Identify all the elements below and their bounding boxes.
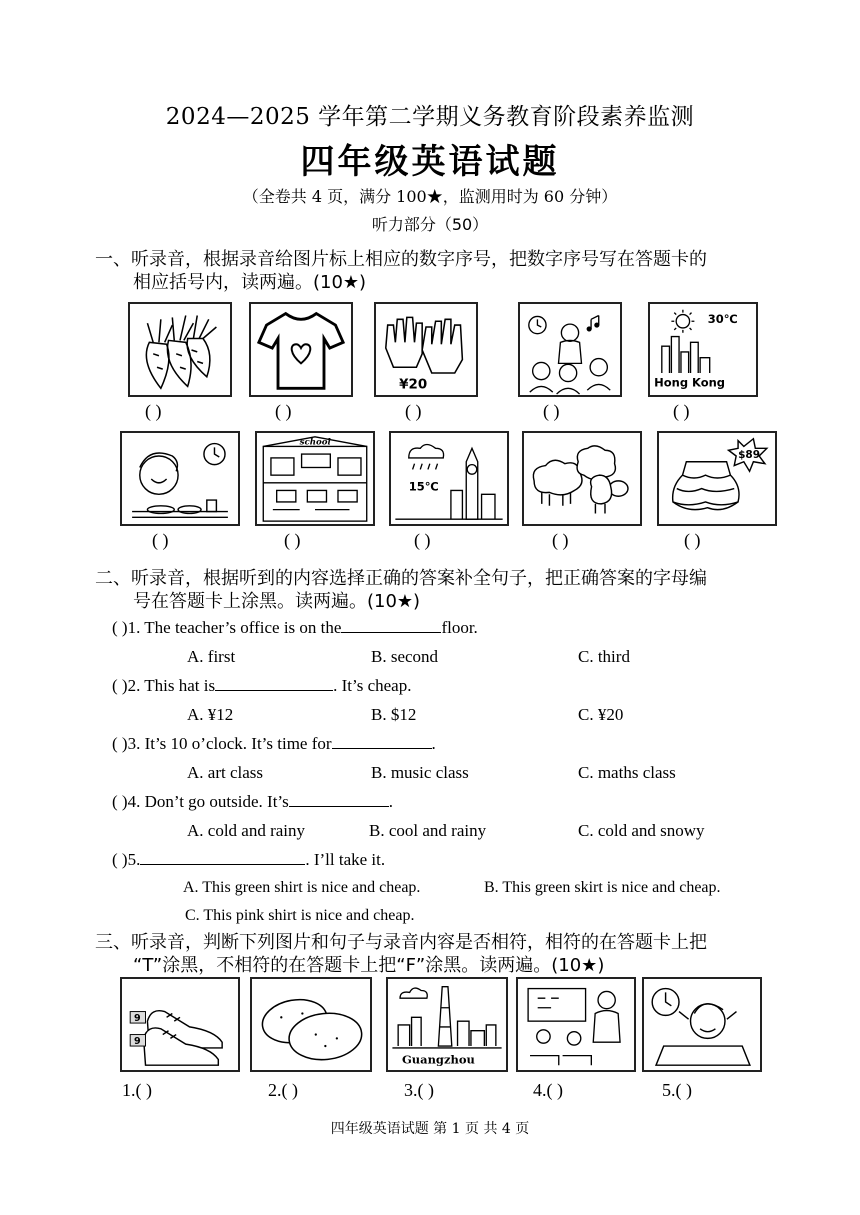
question-5-text: 5. xyxy=(127,850,141,869)
guangzhou-label: Guangzhou xyxy=(401,1052,475,1067)
classroom-picture xyxy=(516,977,636,1072)
potatoes-picture xyxy=(250,977,372,1072)
answer-bracket[interactable]: ( ) xyxy=(112,792,128,811)
answer-bracket[interactable]: ( ) xyxy=(405,401,422,421)
answer-bracket[interactable]: ( ) xyxy=(112,850,128,869)
question-1-end: floor. xyxy=(441,618,478,637)
question-2 xyxy=(112,676,411,696)
question-4 xyxy=(112,792,393,812)
part3-line2: “T”涂黑，不相符的在答题卡上把“F”涂黑。读两遍。(10★) xyxy=(133,955,605,976)
option-b: B. cool and rainy xyxy=(369,821,487,840)
question-1-blank xyxy=(341,618,441,633)
option-a: A. cold and rainy xyxy=(187,821,306,840)
school-picture xyxy=(255,431,375,526)
question-5-end: . I’ll take it. xyxy=(305,850,386,869)
part1-line1: 一、听录音，根据录音给图片标上相应的数字序号，把数字序号写在答题卡的 xyxy=(95,249,707,270)
judge-answer-5[interactable]: 5.( ) xyxy=(662,1080,692,1100)
tshirt-picture xyxy=(249,302,353,397)
answer-bracket[interactable]: ( ) xyxy=(275,401,292,421)
wake-up-picture xyxy=(642,977,762,1072)
option-b: B. $12 xyxy=(371,705,417,724)
judge-answer-3[interactable]: 3.( ) xyxy=(404,1080,434,1100)
question-4-end: . xyxy=(388,792,394,811)
part2-instructions xyxy=(95,567,785,613)
question-5 xyxy=(112,850,385,870)
school-label: school xyxy=(299,437,331,448)
answer-bracket[interactable]: ( ) xyxy=(112,734,128,753)
breakfast-picture xyxy=(120,431,240,526)
option-a: A. ¥12 xyxy=(187,705,234,724)
question-4-text: 4. Don’t go outside. It’s xyxy=(127,792,289,811)
hongkong-weather-picture xyxy=(648,302,758,397)
option-c: C. cold and snowy xyxy=(578,821,705,840)
question-3 xyxy=(112,734,436,754)
sheep-picture xyxy=(522,431,642,526)
question-3-text: 3. It’s 10 o’clock. It’s time for xyxy=(127,734,332,753)
question-2-end: . It’s cheap. xyxy=(333,676,412,695)
question-2-text: 2. This hat is xyxy=(127,676,216,695)
page-footer: 四年级英语试题 第 1 页 共 4 页 xyxy=(330,1121,530,1137)
shoe-size-label: 9 xyxy=(134,1013,141,1025)
answer-bracket[interactable]: ( ) xyxy=(152,530,169,550)
answer-bracket[interactable]: ( ) xyxy=(112,676,128,695)
exam-header-line: 2024—2025 学年第二学期义务教育阶段素养监测 xyxy=(165,104,695,130)
question-4-blank xyxy=(289,792,389,807)
question-1 xyxy=(112,618,478,638)
answer-bracket[interactable]: ( ) xyxy=(673,401,690,421)
shoes-picture xyxy=(120,977,240,1072)
shoe-size-label: 9 xyxy=(134,1036,141,1048)
option-c: C. third xyxy=(578,647,630,666)
part3-line1: 三、听录音，判断下列图片和句子与录音内容是否相符，相符的在答题卡上把 xyxy=(95,932,707,953)
exam-title: 四年级英语试题 xyxy=(300,142,560,182)
judge-answer-1[interactable]: 1.( ) xyxy=(122,1080,152,1100)
carrots-picture xyxy=(128,302,232,397)
skirt-picture xyxy=(657,431,777,526)
exam-info: （全卷共 4 页，满分 100★，监测用时为 60 分钟） xyxy=(242,187,618,206)
option-a: A. This green shirt is nice and cheap. xyxy=(183,879,421,896)
option-c: C. maths class xyxy=(578,763,676,782)
question-3-blank xyxy=(332,734,432,749)
option-c: C. ¥20 xyxy=(578,705,624,724)
listening-section-title: 听力部分（50） xyxy=(371,215,489,234)
option-b: B. music class xyxy=(371,763,469,782)
option-a: A. first xyxy=(187,647,236,666)
judge-answer-2[interactable]: 2.( ) xyxy=(268,1080,298,1100)
hongkong-label: Hong Kong xyxy=(654,375,726,390)
question-3-end: . xyxy=(431,734,436,753)
part2-line1: 二、听录音，根据听到的内容选择正确的答案补全句子，把正确答案的字母编 xyxy=(95,568,707,589)
question-5-blank xyxy=(140,850,305,865)
skirt-price-label: $89 xyxy=(738,448,761,461)
part2-line2: 号在答题卡上涂黑。读两遍。(10★) xyxy=(133,591,421,612)
answer-bracket[interactable]: ( ) xyxy=(684,530,701,550)
answer-bracket[interactable]: ( ) xyxy=(145,401,162,421)
part1-line2: 相应括号内，读两遍。(10★) xyxy=(133,272,367,293)
guangzhou-picture xyxy=(386,977,508,1072)
london-weather-picture xyxy=(389,431,509,526)
music-class-picture xyxy=(518,302,622,397)
gloves-picture xyxy=(374,302,478,397)
question-2-blank xyxy=(215,676,333,691)
answer-bracket[interactable]: ( ) xyxy=(543,401,560,421)
answer-bracket[interactable]: ( ) xyxy=(284,530,301,550)
option-b: B. This green skirt is nice and cheap. xyxy=(484,879,721,896)
part1-instructions xyxy=(95,248,785,294)
answer-bracket[interactable]: ( ) xyxy=(112,618,128,637)
gloves-price-label: ¥20 xyxy=(399,377,428,393)
question-1-text: 1. The teacher’s office is on the xyxy=(127,618,342,637)
option-c: C. This pink shirt is nice and cheap. xyxy=(185,907,415,924)
option-a: A. art class xyxy=(187,763,264,782)
judge-answer-4[interactable]: 4.( ) xyxy=(533,1080,563,1100)
answer-bracket[interactable]: ( ) xyxy=(414,530,431,550)
option-b: B. second xyxy=(371,647,439,666)
answer-bracket[interactable]: ( ) xyxy=(552,530,569,550)
part3-instructions xyxy=(95,931,785,977)
london-temperature: 15℃ xyxy=(408,479,439,494)
hongkong-temperature: 30℃ xyxy=(707,312,738,327)
